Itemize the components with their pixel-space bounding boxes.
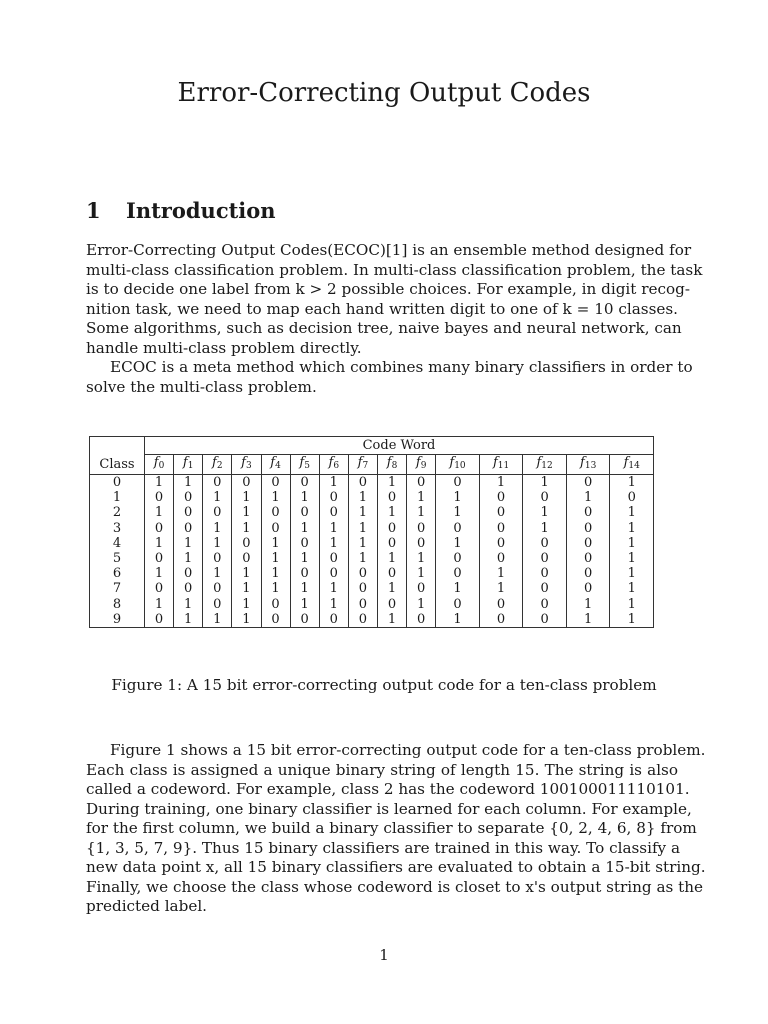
- intro-line: is to decide one label from k > 2 possible choices. For example, in digit recog-: [86, 280, 690, 298]
- body-line: Figure 1 shows a 15 bit error-correcting output code for a ten-class problem.: [110, 741, 706, 759]
- code-bit: 0: [436, 597, 480, 612]
- column-header: $f_2$: [203, 455, 232, 475]
- class-label: 3: [112, 520, 122, 536]
- ecoc-line: solve the multi-class problem.: [86, 377, 317, 396]
- code-bit: 0: [261, 612, 290, 628]
- code-bit: 1: [479, 475, 523, 491]
- code-bit: 0: [407, 581, 436, 596]
- document-title: Error-Correcting Output Codes: [177, 78, 591, 108]
- code-bit: 1: [203, 612, 232, 628]
- code-bit: 1: [145, 505, 174, 520]
- column-header: $f_3$: [232, 455, 261, 475]
- intro-line: Error-Correcting Output Codes(ECOC)[1] is an ensemble method designed for: [86, 241, 692, 259]
- code-bit: 0: [479, 490, 523, 505]
- code-bit: 1: [610, 475, 654, 491]
- code-bit: 1: [407, 490, 436, 505]
- code-bit: 1: [479, 566, 523, 581]
- intro-line: handle multi-class problem directly.: [86, 338, 362, 357]
- code-bit: 0: [319, 566, 348, 581]
- code-bit: 1: [319, 536, 348, 551]
- code-bit: 1: [566, 597, 610, 612]
- table-row: [90, 475, 654, 491]
- code-bit: 0: [290, 566, 319, 581]
- body-line: Finally, we choose the class whose codeword is closet to x's output string as the: [86, 877, 704, 896]
- code-bit: 1: [203, 566, 232, 581]
- code-bit: 0: [203, 581, 232, 596]
- code-bit: 1: [290, 597, 319, 612]
- code-bit: 1: [290, 490, 319, 505]
- code-bit: 0: [290, 505, 319, 520]
- code-bit: 1: [436, 581, 480, 596]
- code-bit: 0: [203, 505, 232, 520]
- code-bit: 1: [378, 505, 407, 520]
- class-label: 6: [112, 566, 122, 582]
- class-label: 9: [112, 611, 122, 627]
- code-bit: 1: [407, 505, 436, 520]
- code-bit: 1: [319, 521, 348, 536]
- column-header: $f_1$: [174, 455, 203, 475]
- code-bit: 0: [523, 597, 567, 612]
- code-bit: 1: [290, 521, 319, 536]
- code-bit: 1: [523, 475, 567, 491]
- code-bit: 1: [319, 475, 348, 491]
- code-bit: 1: [348, 551, 377, 566]
- code-bit: 0: [145, 551, 174, 566]
- code-bit: 1: [610, 536, 654, 551]
- code-bit: 0: [174, 505, 203, 520]
- column-header: $f_{11}$: [479, 455, 523, 475]
- class-label: 1: [112, 490, 122, 506]
- code-bit: 0: [523, 566, 567, 581]
- code-bit: 1: [261, 536, 290, 551]
- code-bit: 1: [610, 597, 654, 612]
- code-bit: 1: [174, 612, 203, 628]
- table-row: [90, 521, 654, 536]
- section-heading: [86, 198, 276, 223]
- code-bit: 0: [174, 490, 203, 505]
- code-bit: 0: [145, 521, 174, 536]
- code-bit: 1: [610, 551, 654, 566]
- code-bit: 0: [145, 581, 174, 596]
- code-bit: 1: [523, 521, 567, 536]
- code-bit: 1: [436, 505, 480, 520]
- column-header: $f_4$: [261, 455, 290, 475]
- table-row: [90, 597, 654, 612]
- code-bit: 0: [566, 536, 610, 551]
- body-line: {1, 3, 5, 7, 9}. Thus 15 binary classifiers are trained in this way. To classify a: [86, 838, 681, 857]
- column-header: $f_{13}$: [566, 455, 610, 475]
- ecoc-line: ECOC is a meta method which combines many binary classifiers in order to: [110, 358, 693, 376]
- code-bit: 0: [319, 612, 348, 628]
- code-bit: 1: [407, 597, 436, 612]
- code-bit: 0: [261, 475, 290, 491]
- code-bit: 1: [232, 490, 261, 505]
- column-header: $f_7$: [348, 455, 377, 475]
- column-header: $f_{10}$: [436, 455, 480, 475]
- class-header: Class: [90, 455, 145, 475]
- code-bit: 1: [261, 581, 290, 596]
- code-bit: 0: [290, 475, 319, 491]
- code-bit: 1: [174, 597, 203, 612]
- code-bit: 0: [566, 581, 610, 596]
- code-bit: 0: [610, 490, 654, 505]
- code-bit: 0: [436, 475, 480, 491]
- class-label: 8: [112, 596, 122, 612]
- code-bit: 0: [348, 581, 377, 596]
- code-bit: 0: [566, 475, 610, 491]
- figure-caption: Figure 1: A 15 bit error-correcting output code for a ten-class problem: [111, 676, 657, 694]
- code-bit: 0: [348, 612, 377, 628]
- code-bit: 0: [261, 521, 290, 536]
- code-bit: 0: [566, 521, 610, 536]
- code-bit: 0: [479, 612, 523, 628]
- code-bit: 1: [407, 566, 436, 581]
- code-bit: 0: [232, 551, 261, 566]
- table-row: [90, 551, 654, 566]
- code-bit: 1: [145, 566, 174, 581]
- class-label: 2: [112, 505, 122, 521]
- code-bit: 0: [290, 536, 319, 551]
- code-bit: 0: [203, 597, 232, 612]
- class-label: 0: [112, 475, 122, 491]
- code-bit: 0: [436, 566, 480, 581]
- code-bit: 0: [232, 536, 261, 551]
- section-title: Introduction: [126, 198, 276, 223]
- code-bit: 1: [290, 581, 319, 596]
- code-bit: 1: [232, 566, 261, 581]
- class-label: 4: [112, 535, 122, 551]
- code-bit: 1: [436, 536, 480, 551]
- code-bit: 0: [378, 597, 407, 612]
- body-paragraph: [86, 741, 706, 917]
- code-bit: 1: [407, 551, 436, 566]
- codeword-header: Code Word: [145, 437, 654, 455]
- code-bit: 0: [261, 597, 290, 612]
- code-bit: 0: [479, 505, 523, 520]
- code-bit: 1: [145, 536, 174, 551]
- code-bit: 1: [378, 551, 407, 566]
- code-bit: 0: [407, 612, 436, 628]
- code-bit: 0: [348, 475, 377, 491]
- code-bit: 1: [174, 551, 203, 566]
- body-line: new data point x, all 15 binary classifiers are evaluated to obtain a 15-bit string.: [86, 858, 706, 876]
- code-bit: 0: [145, 490, 174, 505]
- column-header: $f_5$: [290, 455, 319, 475]
- code-bit: 0: [523, 536, 567, 551]
- code-bit: 0: [203, 475, 232, 491]
- code-bit: 0: [436, 551, 480, 566]
- code-bit: 1: [261, 551, 290, 566]
- table-row: [90, 490, 654, 505]
- code-bit: 1: [174, 475, 203, 491]
- code-bit: 1: [290, 551, 319, 566]
- code-bit: 0: [319, 551, 348, 566]
- code-bit: 0: [174, 581, 203, 596]
- body-line: During training, one binary classifier is learned for each column. For example,: [86, 799, 692, 818]
- code-bit: 0: [290, 612, 319, 628]
- code-bit: 0: [523, 490, 567, 505]
- code-bit: 0: [479, 597, 523, 612]
- column-header: $f_0$: [145, 455, 174, 475]
- code-bit: 1: [261, 490, 290, 505]
- code-bit: 0: [566, 551, 610, 566]
- code-bit: 0: [174, 566, 203, 581]
- code-bit: 0: [566, 566, 610, 581]
- code-bit: 1: [610, 581, 654, 596]
- code-bit: 1: [232, 505, 261, 520]
- body-line: for the first column, we build a binary classifier to separate {0, 2, 4, 6, 8} from: [86, 819, 697, 837]
- column-header: $f_{12}$: [523, 455, 567, 475]
- code-bit: 1: [232, 612, 261, 628]
- code-bit: 0: [407, 521, 436, 536]
- code-bit: 0: [348, 597, 377, 612]
- code-bit: 1: [378, 581, 407, 596]
- body-line: predicted label.: [86, 897, 208, 915]
- table-row: [90, 536, 654, 551]
- code-bit: 1: [479, 581, 523, 596]
- code-bit: 0: [378, 566, 407, 581]
- code-bit: 1: [232, 521, 261, 536]
- intro-line: Some algorithms, such as decision tree, naive bayes and neural network, can: [86, 319, 682, 337]
- code-bit: 0: [523, 551, 567, 566]
- column-header: $f_9$: [407, 455, 436, 475]
- code-bit: 1: [523, 505, 567, 520]
- code-bit: 1: [348, 521, 377, 536]
- code-bit: 1: [436, 612, 480, 628]
- code-bit: 1: [261, 566, 290, 581]
- code-bit: 1: [232, 597, 261, 612]
- body-line: called a codeword. For example, class 2 has the codeword 100100011110101.: [86, 780, 690, 798]
- table-row: [90, 505, 654, 520]
- code-bit: 0: [479, 551, 523, 566]
- code-bit: 0: [203, 551, 232, 566]
- code-bit: 1: [348, 505, 377, 520]
- section-number: 1: [86, 198, 101, 223]
- code-bit: 1: [566, 490, 610, 505]
- code-bit: 0: [378, 536, 407, 551]
- blank-header-cell: [90, 437, 145, 455]
- code-bit: 0: [523, 581, 567, 596]
- code-bit: 0: [145, 612, 174, 628]
- column-header: $f_8$: [378, 455, 407, 475]
- code-bit: 0: [566, 505, 610, 520]
- code-bit: 0: [378, 521, 407, 536]
- code-bit: 0: [348, 566, 377, 581]
- code-bit: 0: [436, 521, 480, 536]
- code-bit: 1: [203, 490, 232, 505]
- code-bit: 0: [319, 490, 348, 505]
- table-row: [90, 581, 654, 596]
- code-bit: 0: [261, 505, 290, 520]
- code-table: [89, 436, 654, 628]
- code-bit: 1: [610, 505, 654, 520]
- intro-paragraph: [86, 241, 703, 358]
- page-number: 1: [379, 946, 389, 964]
- code-bit: 1: [174, 536, 203, 551]
- code-bit: 0: [523, 612, 567, 628]
- code-bit: 1: [348, 536, 377, 551]
- column-header: $f_6$: [319, 455, 348, 475]
- code-bit: 1: [145, 475, 174, 491]
- class-label: 5: [112, 551, 122, 567]
- column-header: $f_{14}$: [610, 455, 654, 475]
- body-line: Each class is assigned a unique binary string of length 15. The string is also: [86, 760, 678, 779]
- code-bit: 1: [203, 536, 232, 551]
- code-bit: 1: [378, 475, 407, 491]
- code-bit: 0: [479, 536, 523, 551]
- code-bit: 1: [566, 612, 610, 628]
- table-row: [90, 566, 654, 581]
- class-label: 7: [112, 581, 122, 597]
- code-bit: 1: [378, 612, 407, 628]
- code-bit: 1: [145, 597, 174, 612]
- code-bit: 0: [378, 490, 407, 505]
- code-bit: 0: [319, 505, 348, 520]
- code-bit: 0: [479, 521, 523, 536]
- code-bit: 1: [436, 490, 480, 505]
- code-bit: 1: [319, 581, 348, 596]
- code-bit: 1: [232, 581, 261, 596]
- code-bit: 1: [610, 566, 654, 581]
- code-bit: 0: [407, 536, 436, 551]
- code-bit: 1: [203, 521, 232, 536]
- code-bit: 1: [610, 521, 654, 536]
- code-bit: 0: [174, 521, 203, 536]
- table-row: [90, 612, 654, 628]
- intro-line: nition task, we need to map each hand written digit to one of k = 10 classes.: [86, 299, 678, 318]
- code-bit: 1: [348, 490, 377, 505]
- code-bit: 1: [319, 597, 348, 612]
- intro-line: multi-class classification problem. In multi-class classification problem, the task: [86, 260, 703, 279]
- code-bit: 1: [610, 612, 654, 628]
- ecoc-paragraph: [86, 358, 693, 397]
- code-bit: 0: [232, 475, 261, 491]
- code-bit: 0: [407, 475, 436, 491]
